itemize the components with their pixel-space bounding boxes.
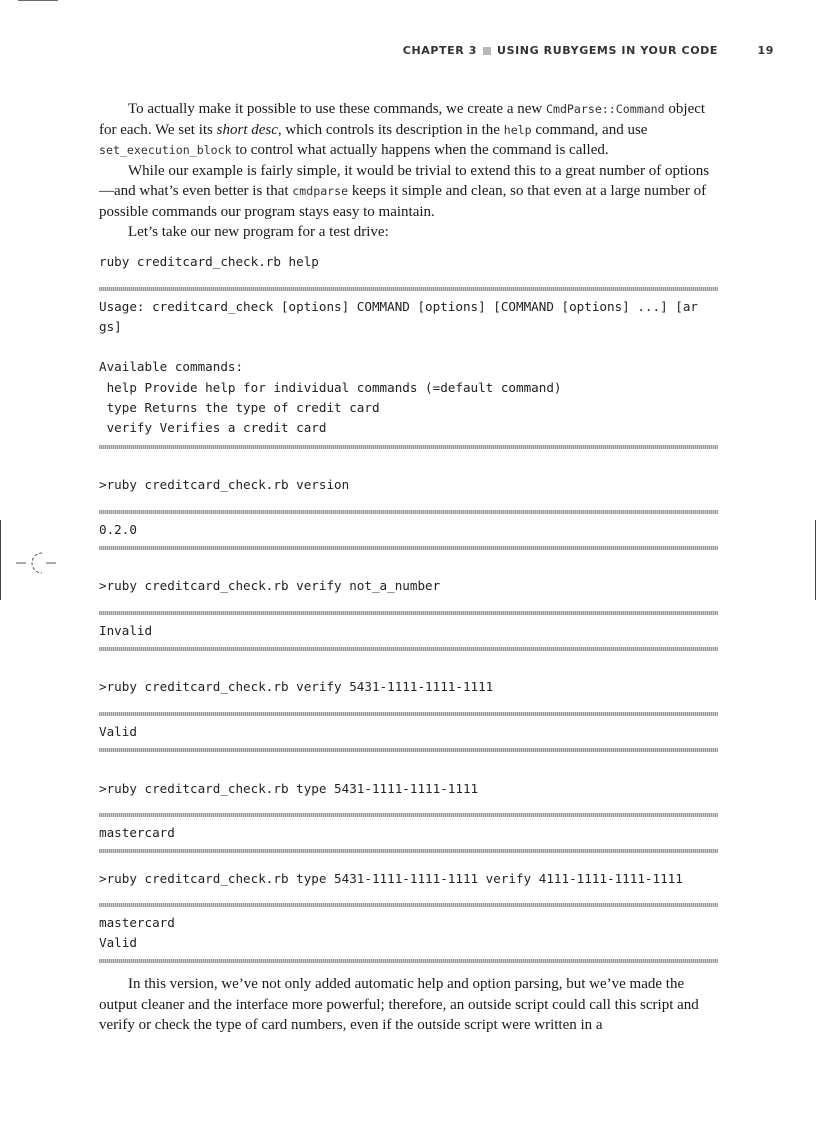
p1-text-2: object for each. We set its [99, 101, 706, 138]
p1-text-1: To actually make it possible to use these commands, we create a new [128, 101, 546, 117]
code-output-help-1: Usage: creditcard_check [options] COMMAND [options] [COMMAND [options] ...] [ar [99, 299, 698, 314]
code-rule [99, 813, 718, 817]
p1-code-help: help [503, 122, 532, 137]
code-rule [99, 647, 718, 651]
registration-mark-icon [16, 549, 56, 577]
code-output-version: 0.2.0 [99, 522, 137, 537]
code-rule [99, 445, 718, 449]
code-output-type: mastercard [99, 825, 175, 840]
crop-mark-left [0, 520, 1, 600]
p1-text-3: , which controls its description in the [277, 121, 504, 138]
code-rule [99, 611, 718, 615]
body-text-top [99, 99, 719, 243]
page-number: 19 [757, 44, 774, 57]
code-cmd-verify-valid: >ruby creditcard_check.rb verify 5431-1111-1111-1111 [99, 679, 494, 694]
p1-code-cmdparse-command: CmdParse::Command [545, 102, 665, 116]
body-text-bottom [99, 974, 719, 1036]
code-output-help-4: help Provide help for individual commands (=default command) [99, 380, 562, 395]
code-cmd-verify-invalid: >ruby creditcard_check.rb verify not_a_number [99, 578, 441, 593]
chapter-label: CHAPTER 3 [402, 44, 478, 57]
code-output-combo-2: Valid [99, 935, 137, 950]
section-label: USING RUBYGEMS IN YOUR CODE [497, 44, 718, 57]
code-rule [99, 546, 718, 550]
paragraph-2 [99, 161, 719, 223]
p1-text-5: to control what actually happens when the command is called. [231, 142, 609, 158]
paragraph-1 [99, 99, 719, 161]
code-cmd-type: >ruby creditcard_check.rb type 5431-1111-1111-1111 [99, 781, 479, 796]
code-cmd-help: ruby creditcard_check.rb help [99, 254, 319, 269]
code-output-verify-invalid: Invalid [99, 623, 153, 638]
running-head-title [403, 44, 718, 57]
code-cmd-combo: >ruby creditcard_check.rb type 5431-1111-1111-1111 verify 4111-1111-1111-1111 [99, 871, 683, 886]
code-output-help-6: verify Verifies a credit card [99, 420, 327, 435]
code-rule [99, 748, 718, 752]
square-bullet-icon [483, 47, 491, 55]
code-rule [99, 287, 718, 291]
p1-text-4: command, and use [531, 121, 648, 138]
code-rule [99, 903, 718, 907]
code-rule [99, 849, 718, 853]
paragraph-4: In this version, we’ve not only added automatic help and option parsing, but we’ve made the output cleaner and the interface more powerful; therefore, an outside script could call this script and verify or check the type of card numbers, even if the outside script were written in a [99, 976, 699, 1033]
p2-code-cmdparse: cmdparse [292, 184, 349, 198]
p1-italic-short-desc: short desc [216, 121, 278, 138]
p1-code-set-execution-block: set_execution_block [99, 143, 232, 157]
p2-text-2: keeps it simple and clean, so that even at a large number of possible commands our program stays easy to maintain. [99, 183, 707, 220]
running-head [99, 44, 774, 60]
code-output-combo-1: mastercard [99, 915, 175, 930]
code-cmd-version: >ruby creditcard_check.rb version [99, 477, 350, 492]
code-output-help-2: gs] [99, 319, 122, 334]
p2-text-1: While our example is fairly simple, it would be trivial to extend this to a great number of options—and what’s even better is that [99, 162, 710, 199]
code-rule [99, 959, 718, 963]
code-output-help-3: Available commands: [99, 359, 244, 374]
paragraph-3: Let’s take our new program for a test drive: [128, 224, 389, 240]
crop-mark-top [18, 0, 58, 1]
code-output-help-5: type Returns the type of credit card [99, 400, 380, 415]
code-output-verify-valid: Valid [99, 724, 137, 739]
code-rule [99, 510, 718, 514]
code-rule [99, 712, 718, 716]
